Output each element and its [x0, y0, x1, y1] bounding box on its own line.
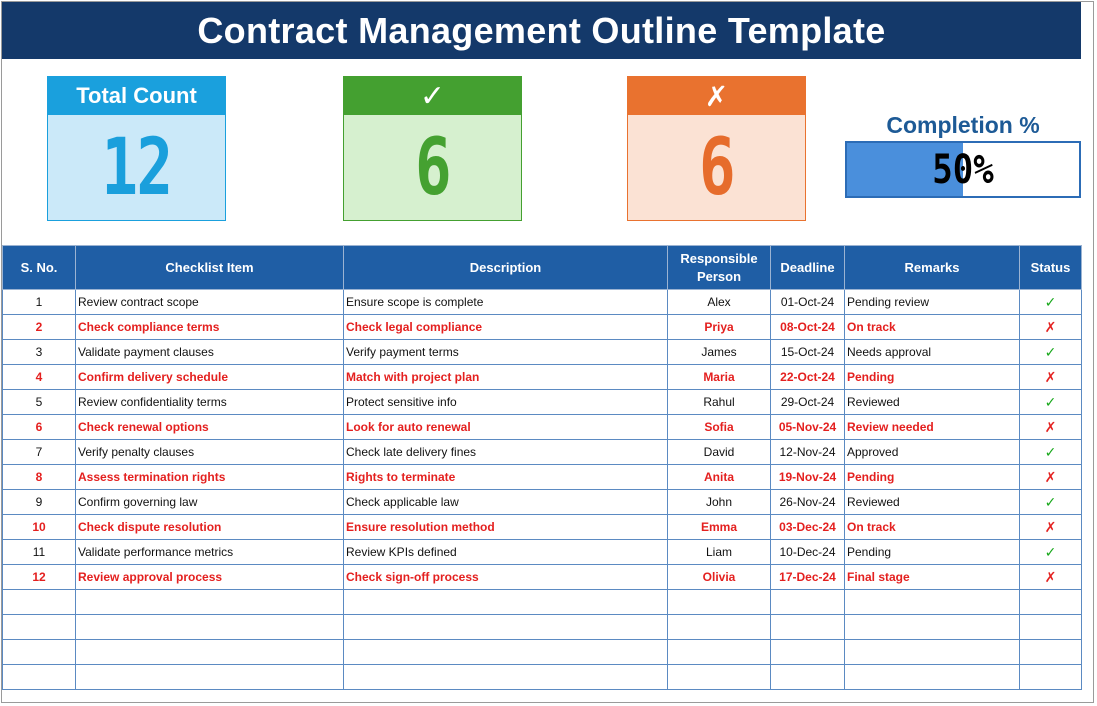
cell-status[interactable]: [1020, 415, 1082, 440]
empty-cell[interactable]: [845, 590, 1020, 615]
cell-sno[interactable]: 10: [3, 515, 76, 540]
cell-status[interactable]: [1020, 440, 1082, 465]
table-row: [3, 390, 1082, 415]
empty-row: [3, 665, 1082, 690]
empty-cell[interactable]: [771, 615, 845, 640]
cell-description[interactable]: Check late delivery fines: [344, 440, 668, 465]
completed-count-value: 6: [414, 122, 451, 213]
cell-remarks[interactable]: Pending: [845, 465, 1020, 490]
cell-deadline[interactable]: 17-Dec-24: [771, 565, 845, 590]
cell-remarks[interactable]: On track: [845, 315, 1020, 340]
cross-icon: ✗: [628, 77, 805, 115]
completion-label: Completion %: [886, 112, 1040, 138]
empty-row: [3, 640, 1082, 665]
cell-description[interactable]: Check legal compliance: [344, 315, 668, 340]
table-row: [3, 565, 1082, 590]
empty-cell[interactable]: [76, 640, 344, 665]
empty-cell[interactable]: [1020, 590, 1082, 615]
column-header-deadline[interactable]: Deadline: [771, 246, 845, 290]
table-row: [3, 515, 1082, 540]
check-icon: ✓: [1044, 343, 1057, 360]
cell-remarks[interactable]: Final stage: [845, 565, 1020, 590]
check-icon: ✓: [1044, 493, 1057, 510]
check-icon: ✓: [1044, 293, 1057, 310]
cell-status[interactable]: [1020, 515, 1082, 540]
table-row: [3, 365, 1082, 390]
cell-deadline[interactable]: 26-Nov-24: [771, 490, 845, 515]
cell-checklist-item[interactable]: Validate performance metrics: [76, 540, 344, 565]
cell-sno[interactable]: 1: [3, 290, 76, 315]
column-header-status[interactable]: Status: [1020, 246, 1082, 290]
cell-description[interactable]: Ensure scope is complete: [344, 290, 668, 315]
empty-cell[interactable]: [344, 640, 668, 665]
cell-checklist-item[interactable]: Review confidentiality terms: [76, 390, 344, 415]
cell-sno[interactable]: 12: [3, 565, 76, 590]
empty-cell[interactable]: [3, 640, 76, 665]
cell-checklist-item[interactable]: Validate payment clauses: [76, 340, 344, 365]
empty-cell[interactable]: [3, 615, 76, 640]
cell-deadline[interactable]: 10-Dec-24: [771, 540, 845, 565]
table-row: [3, 490, 1082, 515]
check-icon: ✓: [344, 77, 521, 115]
cell-responsible-person[interactable]: Liam: [668, 540, 771, 565]
cell-description[interactable]: Verify payment terms: [344, 340, 668, 365]
cell-sno[interactable]: 2: [3, 315, 76, 340]
empty-cell[interactable]: [76, 665, 344, 690]
cell-status[interactable]: [1020, 540, 1082, 565]
cell-responsible-person[interactable]: Anita: [668, 465, 771, 490]
cell-description[interactable]: Rights to terminate: [344, 465, 668, 490]
table-row: [3, 540, 1082, 565]
column-header-responsible-person[interactable]: Responsible Person: [668, 246, 771, 290]
cell-sno[interactable]: 3: [3, 340, 76, 365]
cell-checklist-item[interactable]: Check dispute resolution: [76, 515, 344, 540]
table-row: [3, 415, 1082, 440]
pending-count-value: 6: [698, 122, 735, 213]
cell-status[interactable]: [1020, 340, 1082, 365]
cross-icon: ✗: [1044, 568, 1057, 585]
column-header-remarks[interactable]: Remarks: [845, 246, 1020, 290]
check-icon: ✓: [1044, 443, 1057, 460]
cell-sno[interactable]: 6: [3, 415, 76, 440]
cell-description[interactable]: Check applicable law: [344, 490, 668, 515]
empty-cell[interactable]: [668, 640, 771, 665]
cell-description[interactable]: Review KPIs defined: [344, 540, 668, 565]
cell-sno[interactable]: 9: [3, 490, 76, 515]
cell-responsible-person[interactable]: Sofia: [668, 415, 771, 440]
cell-responsible-person[interactable]: Maria: [668, 365, 771, 390]
cell-responsible-person[interactable]: Rahul: [668, 390, 771, 415]
cross-icon: ✗: [1044, 368, 1057, 385]
cell-description[interactable]: Ensure resolution method: [344, 515, 668, 540]
cell-responsible-person[interactable]: James: [668, 340, 771, 365]
cross-icon: ✗: [1044, 418, 1057, 435]
cell-sno[interactable]: 5: [3, 390, 76, 415]
cell-status[interactable]: [1020, 390, 1082, 415]
cell-remarks[interactable]: Pending: [845, 540, 1020, 565]
empty-cell[interactable]: [344, 615, 668, 640]
cell-remarks[interactable]: Reviewed: [845, 390, 1020, 415]
cell-checklist-item[interactable]: Confirm governing law: [76, 490, 344, 515]
check-icon: ✓: [1044, 543, 1057, 560]
cell-remarks[interactable]: On track: [845, 515, 1020, 540]
empty-cell[interactable]: [668, 665, 771, 690]
cell-checklist-item[interactable]: Review approval process: [76, 565, 344, 590]
cell-responsible-person[interactable]: Olivia: [668, 565, 771, 590]
cell-description[interactable]: Check sign-off process: [344, 565, 668, 590]
cross-icon: ✗: [1044, 318, 1057, 335]
cell-sno[interactable]: 8: [3, 465, 76, 490]
cell-deadline[interactable]: 29-Oct-24: [771, 390, 845, 415]
empty-row: [3, 590, 1082, 615]
cell-deadline[interactable]: 15-Oct-24: [771, 340, 845, 365]
cell-remarks[interactable]: Needs approval: [845, 340, 1020, 365]
cell-remarks[interactable]: Pending review: [845, 290, 1020, 315]
empty-cell[interactable]: [344, 590, 668, 615]
column-header-description[interactable]: Description: [344, 246, 668, 290]
cell-status[interactable]: [1020, 465, 1082, 490]
completion-percent: 50%: [932, 146, 994, 193]
empty-cell[interactable]: [3, 590, 76, 615]
empty-cell[interactable]: [845, 640, 1020, 665]
cell-deadline[interactable]: 19-Nov-24: [771, 465, 845, 490]
cell-status[interactable]: [1020, 365, 1082, 390]
empty-cell[interactable]: [845, 615, 1020, 640]
cell-sno[interactable]: 11: [3, 540, 76, 565]
cell-checklist-item[interactable]: Confirm delivery schedule: [76, 365, 344, 390]
table-row: [3, 440, 1082, 465]
cell-checklist-item[interactable]: Review contract scope: [76, 290, 344, 315]
pending-count-card: [627, 76, 806, 221]
cell-deadline[interactable]: 05-Nov-24: [771, 415, 845, 440]
cell-remarks[interactable]: Review needed: [845, 415, 1020, 440]
empty-row: [3, 615, 1082, 640]
cell-status[interactable]: [1020, 290, 1082, 315]
cell-remarks[interactable]: Reviewed: [845, 490, 1020, 515]
completed-count-card: [343, 76, 522, 221]
cell-responsible-person[interactable]: John: [668, 490, 771, 515]
empty-cell[interactable]: [845, 665, 1020, 690]
cell-deadline[interactable]: 08-Oct-24: [771, 315, 845, 340]
cross-icon: ✗: [1044, 468, 1057, 485]
empty-cell[interactable]: [668, 590, 771, 615]
column-header-checklist-item[interactable]: Checklist Item: [76, 246, 344, 290]
table-row: [3, 465, 1082, 490]
cell-status[interactable]: [1020, 490, 1082, 515]
cell-description[interactable]: Look for auto renewal: [344, 415, 668, 440]
empty-cell[interactable]: [668, 615, 771, 640]
cell-deadline[interactable]: 01-Oct-24: [771, 290, 845, 315]
page-title: Contract Management Outline Template: [2, 2, 1081, 59]
cell-responsible-person[interactable]: Emma: [668, 515, 771, 540]
completion-progress-bar: [845, 141, 1081, 198]
cell-checklist-item[interactable]: Assess termination rights: [76, 465, 344, 490]
cell-deadline[interactable]: 03-Dec-24: [771, 515, 845, 540]
empty-cell[interactable]: [771, 590, 845, 615]
cell-remarks[interactable]: Approved: [845, 440, 1020, 465]
cell-deadline[interactable]: 22-Oct-24: [771, 365, 845, 390]
total-count-card: [47, 76, 226, 221]
empty-cell[interactable]: [1020, 665, 1082, 690]
table-header-row: [3, 246, 1082, 290]
cell-responsible-person[interactable]: David: [668, 440, 771, 465]
cell-status[interactable]: [1020, 565, 1082, 590]
cell-responsible-person[interactable]: Priya: [668, 315, 771, 340]
empty-cell[interactable]: [344, 665, 668, 690]
checklist-table: [2, 245, 1082, 690]
empty-cell[interactable]: [771, 640, 845, 665]
table-row: [3, 340, 1082, 365]
empty-cell[interactable]: [771, 665, 845, 690]
cell-sno[interactable]: 7: [3, 440, 76, 465]
cell-status[interactable]: [1020, 315, 1082, 340]
cross-icon: ✗: [1044, 518, 1057, 535]
table-row: [3, 315, 1082, 340]
empty-cell[interactable]: [1020, 615, 1082, 640]
column-header-sno[interactable]: S. No.: [3, 246, 76, 290]
cell-checklist-item[interactable]: Check renewal options: [76, 415, 344, 440]
total-count-label: Total Count: [48, 77, 225, 115]
cell-description[interactable]: Match with project plan: [344, 365, 668, 390]
total-count-value: 12: [101, 122, 172, 213]
cell-responsible-person[interactable]: Alex: [668, 290, 771, 315]
cell-checklist-item[interactable]: Verify penalty clauses: [76, 440, 344, 465]
table-row: [3, 290, 1082, 315]
empty-cell[interactable]: [76, 590, 344, 615]
cell-remarks[interactable]: Pending: [845, 365, 1020, 390]
empty-cell[interactable]: [3, 665, 76, 690]
empty-cell[interactable]: [76, 615, 344, 640]
cell-sno[interactable]: 4: [3, 365, 76, 390]
cell-description[interactable]: Protect sensitive info: [344, 390, 668, 415]
check-icon: ✓: [1044, 393, 1057, 410]
empty-cell[interactable]: [1020, 640, 1082, 665]
cell-checklist-item[interactable]: Check compliance terms: [76, 315, 344, 340]
cell-deadline[interactable]: 12-Nov-24: [771, 440, 845, 465]
